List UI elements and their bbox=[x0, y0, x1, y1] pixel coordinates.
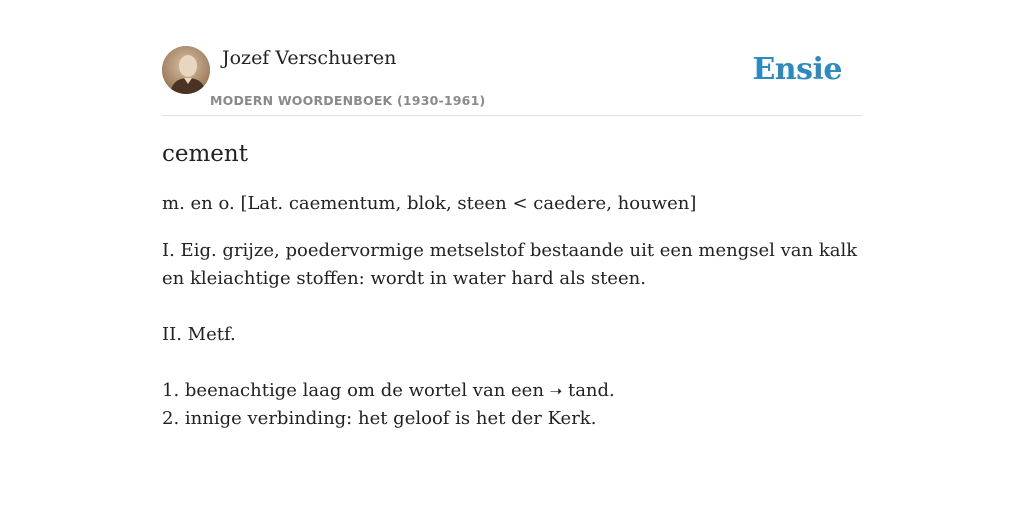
entry-header bbox=[162, 46, 862, 116]
author-avatar[interactable] bbox=[162, 46, 210, 94]
subsense-1 bbox=[162, 377, 862, 405]
sense-literal: I. Eig. grijze, poedervormige metselstof bestaande uit een mengsel van kalk en kleiachtige stoffen: wordt in water hard als steen. bbox=[162, 240, 858, 289]
cross-reference-link[interactable]: tand. bbox=[562, 380, 615, 401]
sense-metaphorical: II. Metf. bbox=[162, 324, 236, 345]
subsense-1-text: 1. beenachtige laag om de wortel van een bbox=[162, 380, 550, 401]
cross-reference-arrow-icon: ➝ bbox=[549, 382, 563, 400]
brand-logo[interactable]: Ensie bbox=[752, 52, 842, 87]
spacer bbox=[162, 293, 862, 321]
headword: cement bbox=[162, 141, 248, 167]
author-portrait-icon bbox=[162, 46, 210, 94]
author-name[interactable]: Jozef Verschueren bbox=[222, 47, 397, 69]
definition bbox=[162, 237, 862, 433]
dictionary-entry bbox=[162, 138, 862, 433]
etymology: m. en o. [Lat. caementum, blok, steen < caedere, houwen] bbox=[162, 193, 697, 214]
spacer bbox=[162, 349, 862, 377]
subsense-2: 2. innige verbinding: het geloof is het der Kerk. bbox=[162, 408, 597, 429]
dictionary-source[interactable]: MODERN WOORDENBOEK (1930-1961) bbox=[210, 93, 486, 108]
